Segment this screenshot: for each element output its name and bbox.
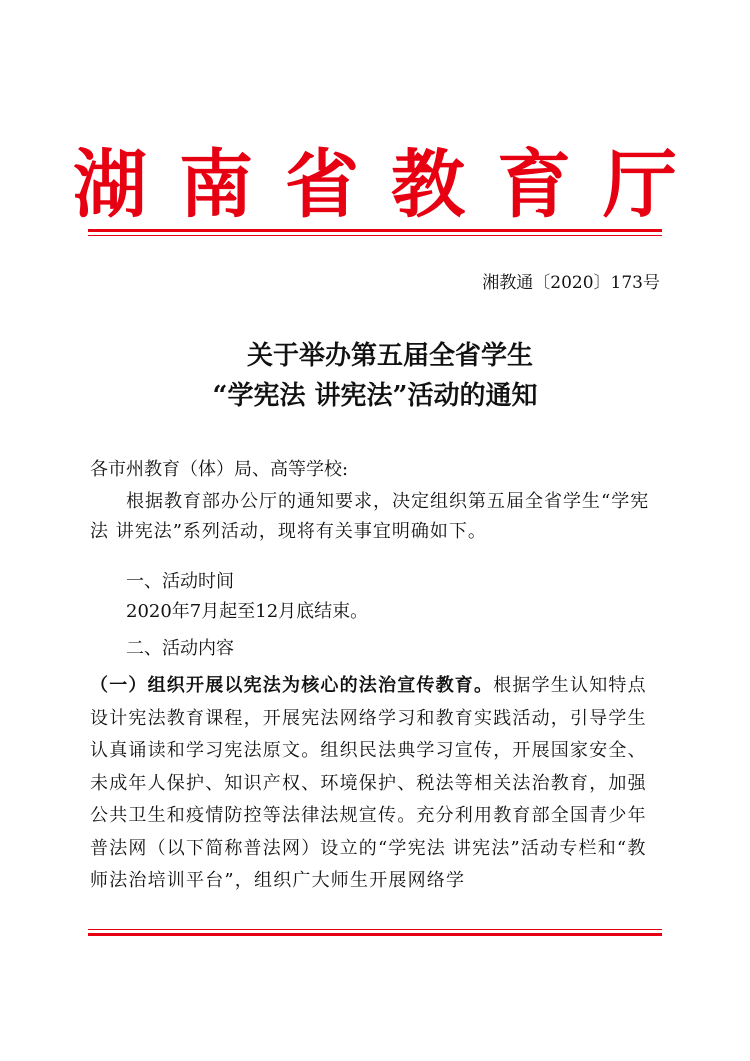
header-rule-thick (88, 229, 662, 232)
item-text: 根据学生认知特点设计宪法教育课程，开展宪法网络学习和教育实践活动，引导学生认真诵读和学习宪法原文。组织民法典学习宣传，开展国家安全、未成年人保护、知识产权、环境保护、税法等相关法治教育，加强公共卫生和疫情防控等法律法规宣传。充分利用教育部全国青少年普法网（以下简称普法网）设立的“学宪法 讲宪法”活动专栏和“教师法治培训平台”，组织广大师生开展网络学 (90, 675, 647, 891)
item-lead: （一）组织开展以宪法为核心的法治宣传教育。 (90, 675, 494, 696)
content-paragraph (90, 670, 664, 898)
salutation: 各市州教育（体）局、高等学校: (90, 459, 349, 480)
header-rule-thin (88, 235, 662, 236)
section-heading-content: 二、活动内容 (126, 638, 234, 659)
document-title-line-2: “学宪法 讲宪法”活动的通知 (212, 381, 538, 411)
document-number: 湘教通〔2020〕173号 (482, 273, 660, 293)
document-title-line-1: 关于举办第五届全省学生 (246, 341, 533, 371)
footer-rule-thin (88, 929, 662, 930)
section-text-time: 2020年7月起至12月底结束。 (126, 601, 369, 622)
issuer-title: 湖南省教育厅 (73, 142, 709, 228)
section-heading-time: 一、活动时间 (126, 571, 234, 592)
intro-paragraph: 根据教育部办公厅的通知要求，决定组织第五届全省学生“学宪法 讲宪法”系列活动，现将有关事宜明确如下。 (90, 491, 650, 542)
footer-rule-thick (88, 933, 662, 936)
